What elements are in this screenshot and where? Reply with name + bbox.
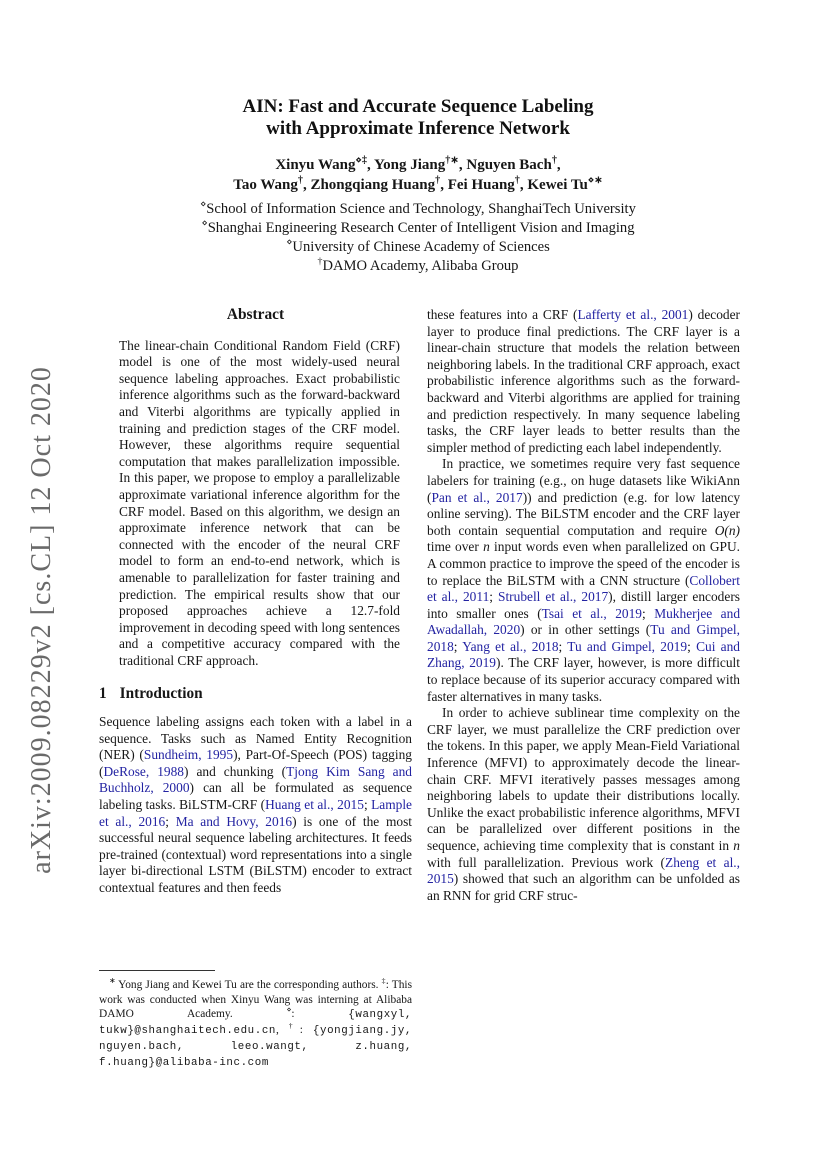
text-run: ) is one of the most successful neural sequence labeling architectures. It feeds pre-trained (contextual) word representations into a single layer bi-directional LSTM (BiLSTM) encoder to extract contextual features and then feeds — [99, 813, 412, 895]
text-run: : — [291, 1008, 349, 1021]
text-run: , — [556, 157, 561, 173]
math-expression: n — [483, 539, 490, 555]
intro-paragraph — [99, 714, 412, 897]
superscript-marker: † — [317, 256, 323, 268]
text-run: : — [299, 1024, 313, 1037]
superscript-marker: † — [514, 174, 520, 186]
text-run: , Fei Huang — [440, 176, 515, 193]
citation-link[interactable]: DeRose, 1988 — [103, 763, 184, 779]
superscript-marker: ⋄ — [201, 218, 208, 230]
text-run: ; — [687, 638, 697, 654]
text-run: In order to achieve sublinear time complexity on the CRF layer, we must parallelize the CRF prediction over the tokens. In this paper, we apply Mean-Field Variational Inference (MFVI) to approximately decode the linear-chain CRF. MFVI iteratively passes messages among neighboring labels to update their distributions locally. Unlike the exact probabilistic inference algorithms, MFVI can be parallelized over different positions in the sequence, achieving time complexity that is constant in — [427, 705, 740, 853]
section-number: 1 — [99, 685, 107, 703]
text-run: Yong Jiang and Kewei Tu are the corresponding authors. — [115, 979, 382, 991]
math-expression: n — [733, 838, 740, 853]
affiliation-line-1 — [94, 200, 742, 219]
footnote-block — [99, 970, 412, 1070]
paragraph — [427, 705, 740, 904]
text-run: input words even when parallelized on GPU. A common practice to improve the speed of the encoder is to replace the BiLSTM with a CNN structure ( — [427, 539, 740, 588]
text-run: ) decoder layer to produce final predictions. The CRF layer is a linear-chain structure that models the relation between neighboring labels. In the traditional CRF approach, exact probabilistic inference algorithms such as the forward-backward and Viterbi algorithms are applied for training and prediction respectively. In many sequence labeling tasks, the CRF layer leads to better results than the simpler method of predicting each label independently. — [427, 307, 741, 455]
superscript-marker: ⋄ — [286, 1005, 292, 1015]
superscript-marker: ⋄∗ — [587, 174, 603, 186]
affiliation-line-2 — [94, 219, 742, 238]
superscript-marker: ⋄ — [286, 237, 293, 249]
text-run: time over — [427, 539, 484, 555]
text-run: ; — [558, 638, 568, 654]
text-run: Shanghai Engineering Research Center of Intelligent Vision and Imaging — [207, 220, 635, 236]
affiliation-block — [94, 200, 742, 276]
citation-link[interactable]: Zheng et al., 2015 — [427, 854, 740, 887]
arxiv-watermark: arXiv:2009.08229v2 [cs.CL] 12 Oct 2020 — [26, 366, 57, 874]
superscript-marker: ⋄‡ — [355, 155, 368, 166]
text-run: , Zhongqiang Huang — [302, 176, 436, 193]
text-run: ; — [489, 589, 498, 605]
superscript-marker: ⋄ — [200, 199, 207, 211]
citation-link[interactable]: Cui and Zhang, 2019 — [427, 638, 741, 671]
text-run: , Yong Jiang — [367, 157, 446, 173]
paper-header — [94, 96, 742, 276]
citation-link[interactable]: Tu and Gimpel, 2019 — [567, 638, 688, 654]
text-run: In practice, we sometimes require very fast sequence labelers for training (e.g., on huge datasets like WikiAnn ( — [427, 456, 740, 505]
superscript-marker: † — [288, 1021, 300, 1031]
text-run: ). The CRF layer, however, is more difficult to replace because of its superior accuracy compared with faster alternatives in many tasks. — [427, 655, 740, 704]
abstract-heading: Abstract — [226, 306, 285, 323]
math-expression: O(n) — [714, 522, 740, 538]
superscript-marker: ‡ — [381, 976, 386, 986]
citation-link[interactable]: Lample et al., 2016 — [99, 797, 412, 829]
text-run: ), Part-Of-Speech (POS) tagging ( — [99, 747, 412, 779]
author-block — [94, 156, 742, 195]
text-run: , Nguyen Bach — [458, 157, 552, 173]
text-run: Sequence labeling assigns each token with a label in a sequence. Tasks such as Named Entity Recognition (NER) ( — [99, 714, 412, 763]
citation-link[interactable]: Tsai et al., 2019 — [541, 605, 642, 621]
email-address: {wangxyl, tukw}@shanghaitech.edu.cn — [99, 1009, 413, 1038]
author-line-2 — [94, 176, 742, 196]
superscript-marker: † — [297, 174, 303, 186]
paragraph — [427, 456, 740, 705]
superscript-marker: † — [435, 174, 441, 186]
text-run: ) or in other settings ( — [520, 622, 651, 638]
footnote-rule — [99, 970, 215, 971]
text-run: DAMO Academy, Alibaba Group — [322, 258, 519, 274]
citation-link[interactable]: Tu and Gimpel, 2018 — [427, 622, 740, 654]
email-address: {yongjiang.jy, nguyen.bach, leeo.wangt, z.huang, f.huang}@alibaba-inc.com — [99, 1025, 413, 1069]
citation-link[interactable]: Collobert et al., 2011 — [427, 572, 740, 605]
citation-link[interactable]: Tjong Kim Sang and Buchholz, 2000 — [99, 763, 412, 796]
text-run: ; — [165, 813, 176, 829]
citation-link[interactable]: Mukherjee and Awadallah, 2020 — [427, 605, 741, 638]
superscript-marker: †∗ — [445, 155, 459, 166]
abstract-body: The linear-chain Conditional Random Field (CRF) model is one of the most widely-used neural sequence labeling approaches. Exact probabilistic inference algorithms such as the forward-backward and Viterbi algorithms are typically applied in training and prediction stages of the CRF model. However, these algorithms require sequential computation that makes parallelization impossible. In this paper, we propose to employ a parallelizable approximate variational inference algorithm for the CRF model. Based on this algorithm, we design an approximate inference network that can be connected with the encoder of the neural CRF model to form an end-to-end network, which is amenable to parallelization for faster training and prediction. The empirical results show that our proposed approaches achieve a 12.7-fold improvement in decoding speed with long sentences and a competitive accuracy compared with the traditional CRF approach. — [119, 337, 400, 668]
text-run: : This work was conducted when Xinyu Wang was interning at Alibaba DAMO Academy. — [99, 979, 413, 1021]
paper-title-line1: AIN: Fast and Accurate Sequence Labeling — [242, 96, 594, 117]
citation-link[interactable]: Yang et al., 2018 — [462, 638, 559, 654]
superscript-marker: † — [551, 155, 557, 166]
text-run: ; — [363, 797, 372, 813]
citation-link[interactable]: Sundheim, 1995 — [143, 747, 234, 763]
text-run: ), distill larger encoders into smaller ones ( — [427, 589, 740, 621]
text-run: School of Information Science and Technology, ShanghaiTech University — [206, 201, 636, 217]
text-run: ; — [642, 605, 655, 621]
footnote-text — [99, 978, 412, 1070]
text-run: these features into a CRF ( — [427, 307, 578, 322]
text-run: Xinyu Wang — [275, 157, 356, 173]
left-column — [99, 307, 412, 897]
citation-link[interactable]: Pan et al., 2017 — [431, 489, 523, 505]
citation-link[interactable]: Strubell et al., 2017 — [498, 589, 609, 605]
affiliation-line-3 — [94, 238, 742, 257]
affiliation-line-4 — [94, 257, 742, 276]
paper-title-line2: with Approximate Inference Network — [266, 117, 570, 139]
text-run: ) can all be formulated as sequence labeling tasks. BiLSTM-CRF ( — [99, 780, 413, 813]
citation-link[interactable]: Huang et al., 2015 — [265, 797, 364, 813]
text-run: ; — [453, 638, 463, 654]
text-run: , Kewei Tu — [519, 176, 588, 193]
text-run: ) showed that such an algorithm can be unfolded as an RNN for grid CRF struc- — [427, 871, 740, 903]
superscript-marker: ∗ — [109, 976, 116, 986]
text-run: with full parallelization. Previous work ( — [427, 854, 666, 870]
paragraph — [427, 307, 740, 456]
citation-link[interactable]: Ma and Hovy, 2016 — [175, 813, 293, 829]
section-heading-introduction — [99, 686, 412, 703]
author-line-1 — [94, 156, 742, 176]
section-title: Introduction — [119, 685, 203, 703]
text-run: , — [275, 1024, 289, 1037]
text-run: Tao Wang — [233, 176, 298, 193]
right-column — [427, 307, 740, 904]
text-run: ) and chunking ( — [184, 763, 287, 779]
citation-link[interactable]: Lafferty et al., 2001 — [577, 307, 689, 322]
text-run: )) and prediction (e.g. for low latency online serving). The BiLSTM encoder and the CRF layer both contain sequential computation and require — [427, 489, 741, 538]
text-run: University of Chinese Academy of Sciences — [292, 239, 550, 255]
